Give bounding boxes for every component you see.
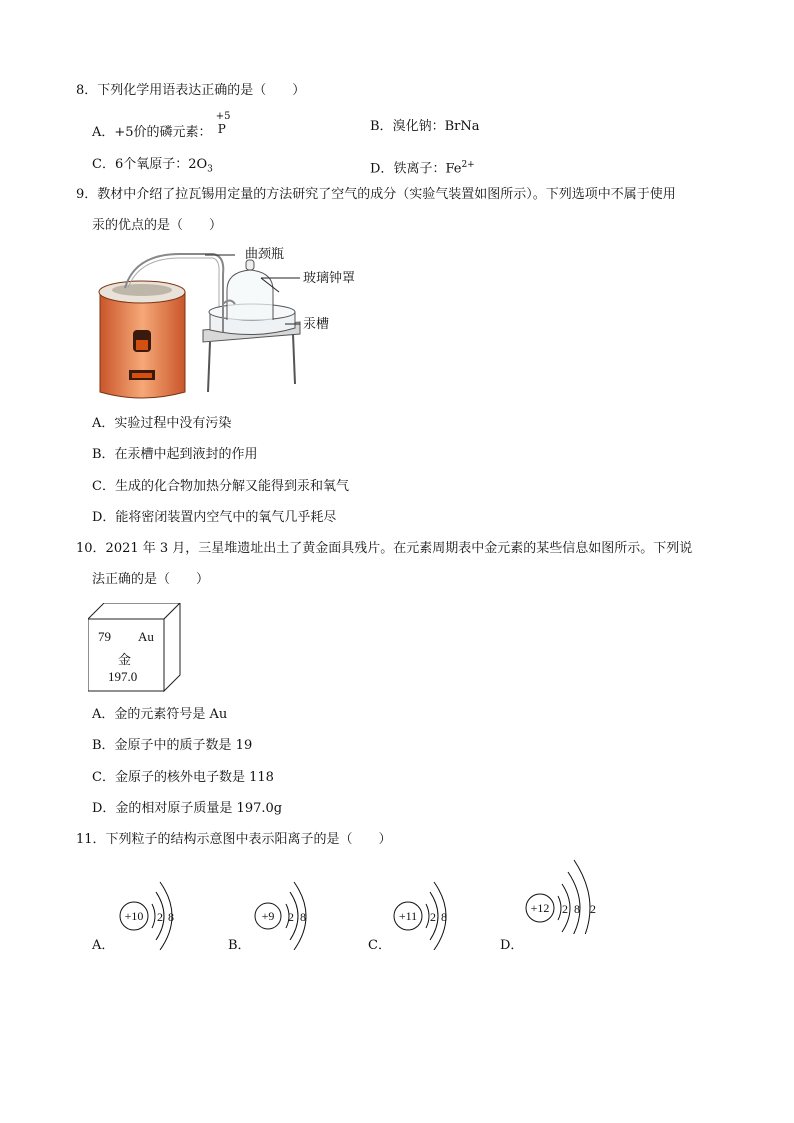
q9-option-b: B．在汞槽中起到液封的作用 xyxy=(92,447,258,462)
q11-option-d-letter: D． xyxy=(500,938,524,953)
q8-stem: 8．下列化学用语表达正确的是（ ） xyxy=(76,83,306,98)
shell-electrons-2: 8 xyxy=(300,910,306,924)
shell-electrons-2: 8 xyxy=(574,902,580,916)
valence-sup: +5 xyxy=(215,111,231,122)
shell-electrons-2: 8 xyxy=(168,910,174,924)
shell-electrons-1: 2 xyxy=(157,910,163,924)
q9-stem-line1: 9．教材中介绍了拉瓦锡用定量的方法研究了空气的成分（实验气装置如图所示）。下列选项中不属于使用 xyxy=(76,187,676,202)
nucleus-charge: +10 xyxy=(124,909,144,923)
q10-option-a: A．金的元素符号是 Au xyxy=(92,707,228,722)
q8-option-a xyxy=(92,111,231,142)
element-symbol: Au xyxy=(138,629,154,644)
q8-option-c xyxy=(92,156,213,179)
q10-stem-line1: 10．2021 年 3 月，三星堆遗址出土了黄金面具残片。在元素周期表中金元素的某些信息如图所示。下列说 xyxy=(76,541,693,556)
q11-option-c-letter: C． xyxy=(368,938,391,953)
q9-stem-line2: 汞的优点的是（ ） xyxy=(92,218,223,233)
element-tile-frame xyxy=(88,603,188,693)
option-letter: B． xyxy=(370,119,393,134)
nucleus-charge: +9 xyxy=(261,909,275,923)
atom-diagram-c xyxy=(388,880,468,950)
q10-option-b: B．金原子中的质子数是 19 xyxy=(92,738,253,753)
label-mercury-trough: 汞槽 xyxy=(303,317,330,332)
superscript: 2+ xyxy=(461,160,475,170)
q10-option-d: D．金的相对原子质量是 197.0g xyxy=(92,801,283,816)
valence-formula xyxy=(215,111,231,136)
element-name: 金 xyxy=(118,652,132,667)
q9-option-c: C．生成的化合物加热分解又能得到汞和氧气 xyxy=(92,479,349,494)
q8-option-d xyxy=(370,156,475,178)
option-text: +5价的磷元素： xyxy=(114,125,212,140)
subscript: 3 xyxy=(207,164,213,175)
shell-electrons-1: 2 xyxy=(288,910,294,924)
atom-diagram-d xyxy=(520,858,620,934)
q11-option-b-letter: B． xyxy=(228,938,251,953)
q11-option-a-letter: A． xyxy=(92,938,115,953)
nucleus-charge: +11 xyxy=(398,909,418,923)
q8-option-b xyxy=(370,118,479,136)
shell-electrons-1: 2 xyxy=(430,910,436,924)
shell-electrons-3: 2 xyxy=(590,902,596,916)
shell-electrons-1: 2 xyxy=(562,902,568,916)
q10-option-c: C．金原子的核外电子数是 118 xyxy=(92,770,274,785)
atom-diagram-b xyxy=(248,880,328,950)
option-text: 溴化钠：BrNa xyxy=(392,119,480,134)
element-tile-gold xyxy=(88,603,188,693)
label-bell-jar: 玻璃钟罩 xyxy=(303,271,356,286)
q9-option-d: D．能将密闭装置内空气中的氧气几乎耗尽 xyxy=(92,510,337,525)
atom-diagram-a xyxy=(112,880,192,950)
q11-stem: 11．下列粒子的结构示意图中表示阳离子的是（ ） xyxy=(76,832,392,847)
option-letter: D． xyxy=(370,161,394,177)
q10-stem-line2: 法正确的是（ ） xyxy=(92,572,210,587)
valence-base: P xyxy=(217,122,226,136)
shell-electrons-2: 8 xyxy=(441,910,447,924)
q9-option-a: A．实验过程中没有污染 xyxy=(92,416,232,431)
element-atomic-number: 79 xyxy=(98,629,111,644)
option-letter: A． xyxy=(92,125,115,140)
option-text: 6个氧原子：2O xyxy=(114,157,208,172)
option-text: 铁离子：Fe xyxy=(393,161,462,177)
element-atomic-mass: 197.0 xyxy=(108,669,138,684)
label-retort: 曲颈瓶 xyxy=(245,247,285,262)
option-letter: C． xyxy=(92,157,115,172)
nucleus-charge: +12 xyxy=(530,901,550,915)
